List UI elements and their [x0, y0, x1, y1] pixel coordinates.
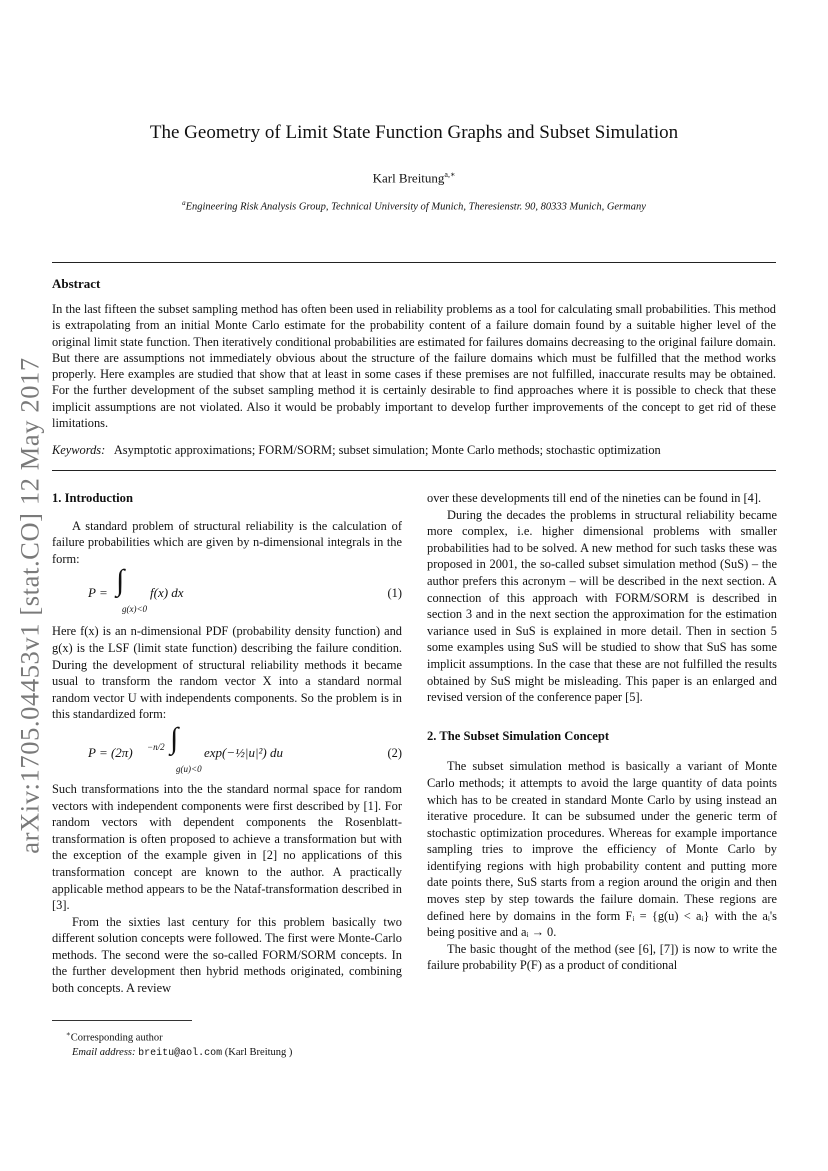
eq2-subscript: g(u)<0 — [176, 763, 202, 774]
sec2-paragraph2: The basic thought of the method (see [6], [7]) is now to write the failure probability P(F) as a product of conditional — [427, 941, 777, 973]
footnote-rule — [52, 1020, 192, 1021]
sec1-paragraph4: From the sixties last century for this problem basically two different solution concepts were followed. The first were Monte-Carlo methods. The second were the so-called FORM/SORM concepts. In the further development then hybrid methods originated, combining both concepts. A review — [52, 914, 402, 996]
bottom-rule — [52, 470, 776, 471]
sec2-paragraph1: The subset simulation method is basically a variant of Monte Carlo methods; it attempts to avoid the large quantity of data points which has to be created in standard Monte Carlo by using instead an iterative procedure. It can be subsumed under the generic term of stochastic optimization procedures. Whereas for example importance sampling tries to improve the efficiency of Monte Carlo by identifying regions with high probability content and putting more date points there, SuS starts from a region around the origin and then moves step by step towards the failure domain. These regions are defined here by domains in the form Fᵢ = {g(u) < aᵢ} with the aᵢ's being positive and aᵢ → 0. — [427, 759, 777, 940]
author-name: Karl Breitung — [372, 170, 445, 186]
eq1-body: f(x) dx — [150, 585, 184, 601]
eq2-integral: ∫ — [170, 721, 179, 755]
email-name: (Karl Breitung ) — [224, 1046, 293, 1058]
eq1-subscript: g(x)<0 — [122, 604, 148, 615]
eq2-lhs: P = (2π) — [88, 744, 133, 760]
email-label: Email address: — [72, 1046, 136, 1058]
sec1-paragraph1: A standard problem of structural reliability is the calculation of failure probabilities which are given by n-dimensional integrals in the form: — [52, 518, 402, 566]
footnote-corresponding — [52, 1027, 292, 1046]
equation-1 — [52, 564, 402, 623]
left-column — [52, 490, 402, 997]
footnote-sup: ∗ — [66, 1030, 71, 1038]
eq1-lhs: P = — [88, 585, 108, 601]
email-address[interactable]: breitu@aol.com — [138, 1047, 223, 1059]
top-rule — [52, 262, 776, 263]
right-paragraph2: During the decades the problems in structural reliability became more complex, i.e. higher dimensional problems with smaller probabilities had to be solved. A new method for such tasks these was proposed in 2001, the so-called subset simulation method (SuS) – the author prefers this acronym – will be described in the next section. A connection of this approach with FORM/SORM is described in section 3 and in the next section the approximation for the estimation variance used in SuS is explained in more detail. Then in section 5 some examples using SuS will be studied to show that SuS has some implicit assumptions. In the case that these are not fulfilled the results obtained by SuS might be misleading. This paper is an enlarged and revised version of the conference paper [5]. — [427, 507, 777, 705]
sec1-paragraph2: Here f(x) is an n-dimensional PDF (probability density function) and g(x) is the LSF (limit state function) describing the failure condition. During the development of structural reliability methods it became usual to transform the random vector X into a standard normal random vector U with independents components. So the problem is in this standardized form: — [52, 624, 402, 722]
footnote-email-line — [52, 1046, 292, 1061]
arxiv-watermark: arXiv:1705.04453v1 [stat.CO] 12 May 2017 — [14, 357, 45, 854]
footnote — [52, 1027, 292, 1061]
author-line — [0, 170, 828, 186]
eq2-body: exp(−½|u|²) du — [204, 744, 284, 760]
eq1-integral: ∫ — [116, 564, 125, 598]
sec1-paragraph3: Such transformations into the the standard normal space for random vectors with independent components were first described by [1]. For random vectors with dependent components the Rosenblatt-transformation is often proposed to achieve a transformation but with the exception of the example given in [2] no applications of this transformation concept are known to the author. A practically applicable method appears to be the Nataf-transformation described in [3]. — [52, 781, 402, 913]
paper-title: The Geometry of Limit State Function Graphs and Subset Simulation — [149, 122, 679, 143]
affiliation-line — [0, 199, 828, 213]
keywords-label: Keywords: — [52, 443, 106, 457]
affiliation: Engineering Risk Analysis Group, Technical University of Munich, Theresienstr. 90, 80333 Munich, Germany — [185, 201, 646, 213]
keywords — [52, 443, 661, 458]
footnote-corresponding-text: Corresponding author — [70, 1032, 163, 1044]
equation-2 — [52, 723, 402, 781]
keywords-text: Asymptotic approximations; FORM/SORM; subset simulation; Monte Carlo methods; stochastic optimization — [113, 443, 661, 457]
section1-title: 1. Introduction — [52, 491, 133, 505]
eq2-number: (2) — [387, 745, 402, 760]
eq2-exponent: −n/2 — [147, 741, 165, 752]
abstract-heading: Abstract — [52, 276, 101, 291]
abstract-text: In the last fifteen the subset sampling method has often been used in reliability problems as a tool for calculating small probabilities. This method is extrapolating from an initial Monte Carlo estimate for the probability content of a failure domain found by a suitable higher level of the original limit state function. Then iteratively conditional probabilities are estimated for failures domains decreasing to the original failure domain. But there are assumptions not immediately obvious about the structure of the failure domains which must be fulfilled that the method works properly. Here examples are studied that show that at least in some cases if these premises are not fulfilled, inaccurate results may be obtained. For the further development of the subset sampling method it is certainly desirable to find approaches where it is possible to check that these implicit assumptions are not violated. Also it would be probably important to develop further improvements of the concept to get rid of these limitations. — [52, 302, 776, 431]
author-sup: a,∗ — [444, 170, 456, 179]
section2-title: 2. The Subset Simulation Concept — [427, 728, 610, 743]
affiliation-sup: a — [182, 199, 186, 207]
right-paragraph1: over these developments till end of the nineties can be found in [4]. — [427, 491, 762, 505]
eq1-number: (1) — [387, 586, 402, 601]
right-column — [427, 490, 777, 974]
